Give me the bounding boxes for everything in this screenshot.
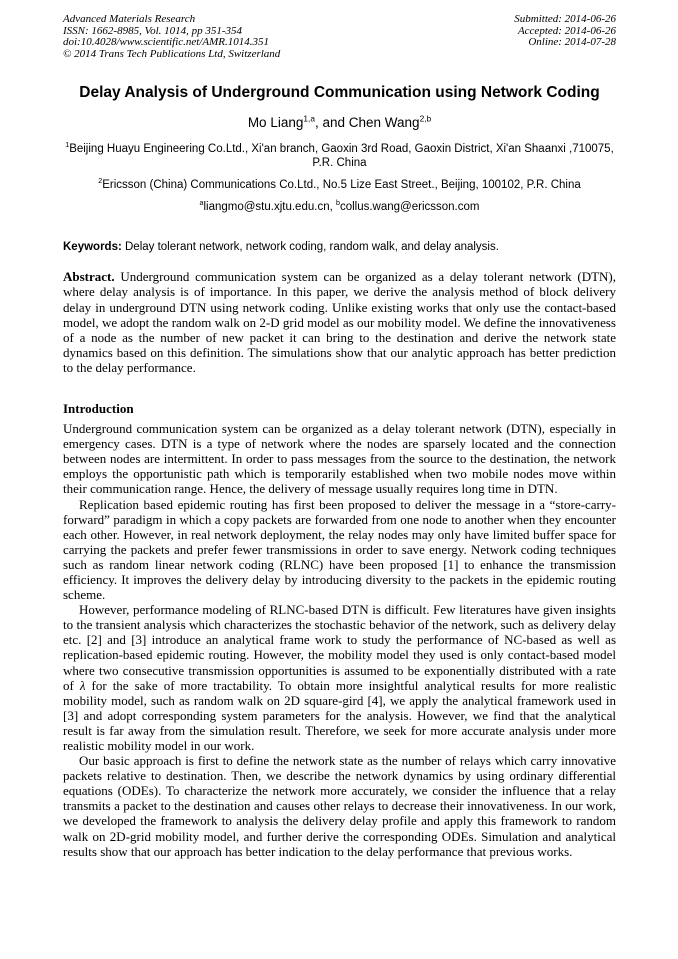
email-a: liangmo@stu.xjtu.edu.cn, [203, 201, 336, 214]
accepted-date: Accepted: 2014-06-26 [517, 24, 616, 37]
submitted-date: Submitted: 2014-06-26 [514, 13, 616, 25]
authors-line [63, 115, 616, 131]
emails-line [63, 200, 616, 214]
affiliation-1 [63, 142, 616, 170]
keywords-text: Delay tolerant network, network coding, random walk, and delay analysis. [121, 241, 499, 254]
affiliation-2-text: Ericsson (China) Communications Co.Ltd., No.5 Lize East Street., Beijing, 100102, P.R. China [102, 179, 581, 192]
affiliation-2-superscript: 2 [98, 177, 103, 186]
journal-header [63, 14, 616, 60]
email-b: collus.wang@ericsson.com [339, 201, 480, 214]
paper-title: Delay Analysis of Underground Communication using Network Coding [79, 84, 600, 102]
online-date: Online: 2014-07-28 [528, 36, 616, 49]
email-a-superscript: a [199, 199, 204, 208]
intro-paragraph-2: Replication based epidemic routing has first been proposed to deliver the message in a “store-carry-forward” paradigm in which a copy packets are forwarded from one node to another when they encounter each other. However, in real network deployment, the relay nodes may only have limited buffer space for carrying the packets and prefer fewer transmissions in order to save energy. Network coding techniques such as random linear network coding (RLNC) have been proposed [1] to enhance the transmission efficiency. It improves the delivery delay by introducing diversity to the packets in the epidemic routing scheme. [63, 496, 616, 603]
author-2-superscript: 2,b [419, 113, 432, 124]
email-b-superscript: b [335, 199, 340, 208]
journal-header-left [63, 14, 280, 60]
introduction-heading: Introduction [63, 401, 134, 417]
author-2: , and Chen Wang [314, 115, 420, 131]
intro-paragraph-1: Underground communication system can be organized as a delay tolerant network (DTN), especially in emergency cases. DTN is a type of network where the nodes are sparsely located and the connection between nodes are intermittent. In order to pass messages from the source to the destination, the network employs the opportunistic path which is temporarily established when two mobile nodes move within their communication range. Hence, the delivery of message usually requires long time in DTN. [63, 421, 616, 497]
doi-line: doi:10.4028/www.scientific.net/AMR.1014.351 [63, 36, 270, 49]
affiliation-2 [63, 178, 616, 192]
intro-paragraph-3 [63, 602, 616, 753]
abstract-label: Abstract. [63, 269, 115, 285]
keywords-label: Keywords: [63, 241, 122, 254]
journal-name: Advanced Materials Research [63, 13, 196, 25]
issn-volume-line: ISSN: 1662-8985, Vol. 1014, pp 351-354 [63, 24, 243, 37]
journal-header-right [514, 14, 616, 60]
lambda-symbol: λ [79, 677, 86, 693]
intro-paragraph-4: Our basic approach is first to define the network state as the number of relays which carry innovative packets relative to destination. Then, we describe the network dynamics by using ordinary differential equations (ODEs). To characterize the network more accurately, we consider the influence that a relay transmits a packet to the destination and causes other relays to decrease their innovativeness. In our work, we developed the framework to analysis the delivery delay profile and apply this framework to random walk on 2D-grid mobility model, and further derive the corresponding ODEs. Simulation and analytical results show that our approach has better indication to the delay performance that previous works. [63, 753, 616, 859]
intro-paragraph-3-text-b: for the sake of more tractability. To obtain more insightful analytical results for more realistic mobility model, such as random walk on 2D square-gird [4], we apply the analytical framework used in [3] and adopt corresponding system parameters for the analysis. However, we find that the analytical result is far away from the simulation result. Therefore, we seek for more accurate analysis under more realistic mobility model in our work. [63, 677, 616, 753]
keywords-line [63, 240, 616, 254]
author-1: Mo Liang [247, 115, 304, 131]
copyright-line: © 2014 Trans Tech Publications Ltd, Switzerland [63, 47, 281, 60]
affiliation-1-superscript: 1 [65, 141, 70, 150]
abstract-text: Underground communication system can be organized as a delay tolerant network (DTN), where delay analysis is of importance. In this paper, we derive the analysis method of block delivery delay in underground DTN using network coding. Unlike existing works that only use the contact-based model, we adopt the random walk on 2-D grid model as our mobility model. We define the innovativeness of a node as the number of new packet it can bring to the destination and derive the network state dynamics based on this definition. The simulations show that our analytic approach has better prediction to the delay performance. [63, 269, 616, 375]
author-1-superscript: 1,a [303, 113, 315, 124]
affiliation-1-text: Beijing Huayu Engineering Co.Ltd., Xi'an branch, Gaoxin 3rd Road, Gaoxin District, Xi'an Shaanxi ,710075, P.R. China [69, 143, 614, 170]
intro-paragraph-3-text-a: However, performance modeling of RLNC-based DTN is difficult. Few literatures have given insights to the transient analysis which characterizes the stochastic behavior of the network, such as delivery delay etc. [2] and [3] introduce an analytical frame work to study the performance of NC-based as well as replication-based epidemic routing. However, the mobility model they used is only contact-based model where two consecutive transmission opportunities is assumed to be exponentially distributed with a rate of [63, 602, 616, 693]
abstract-paragraph [63, 269, 616, 375]
